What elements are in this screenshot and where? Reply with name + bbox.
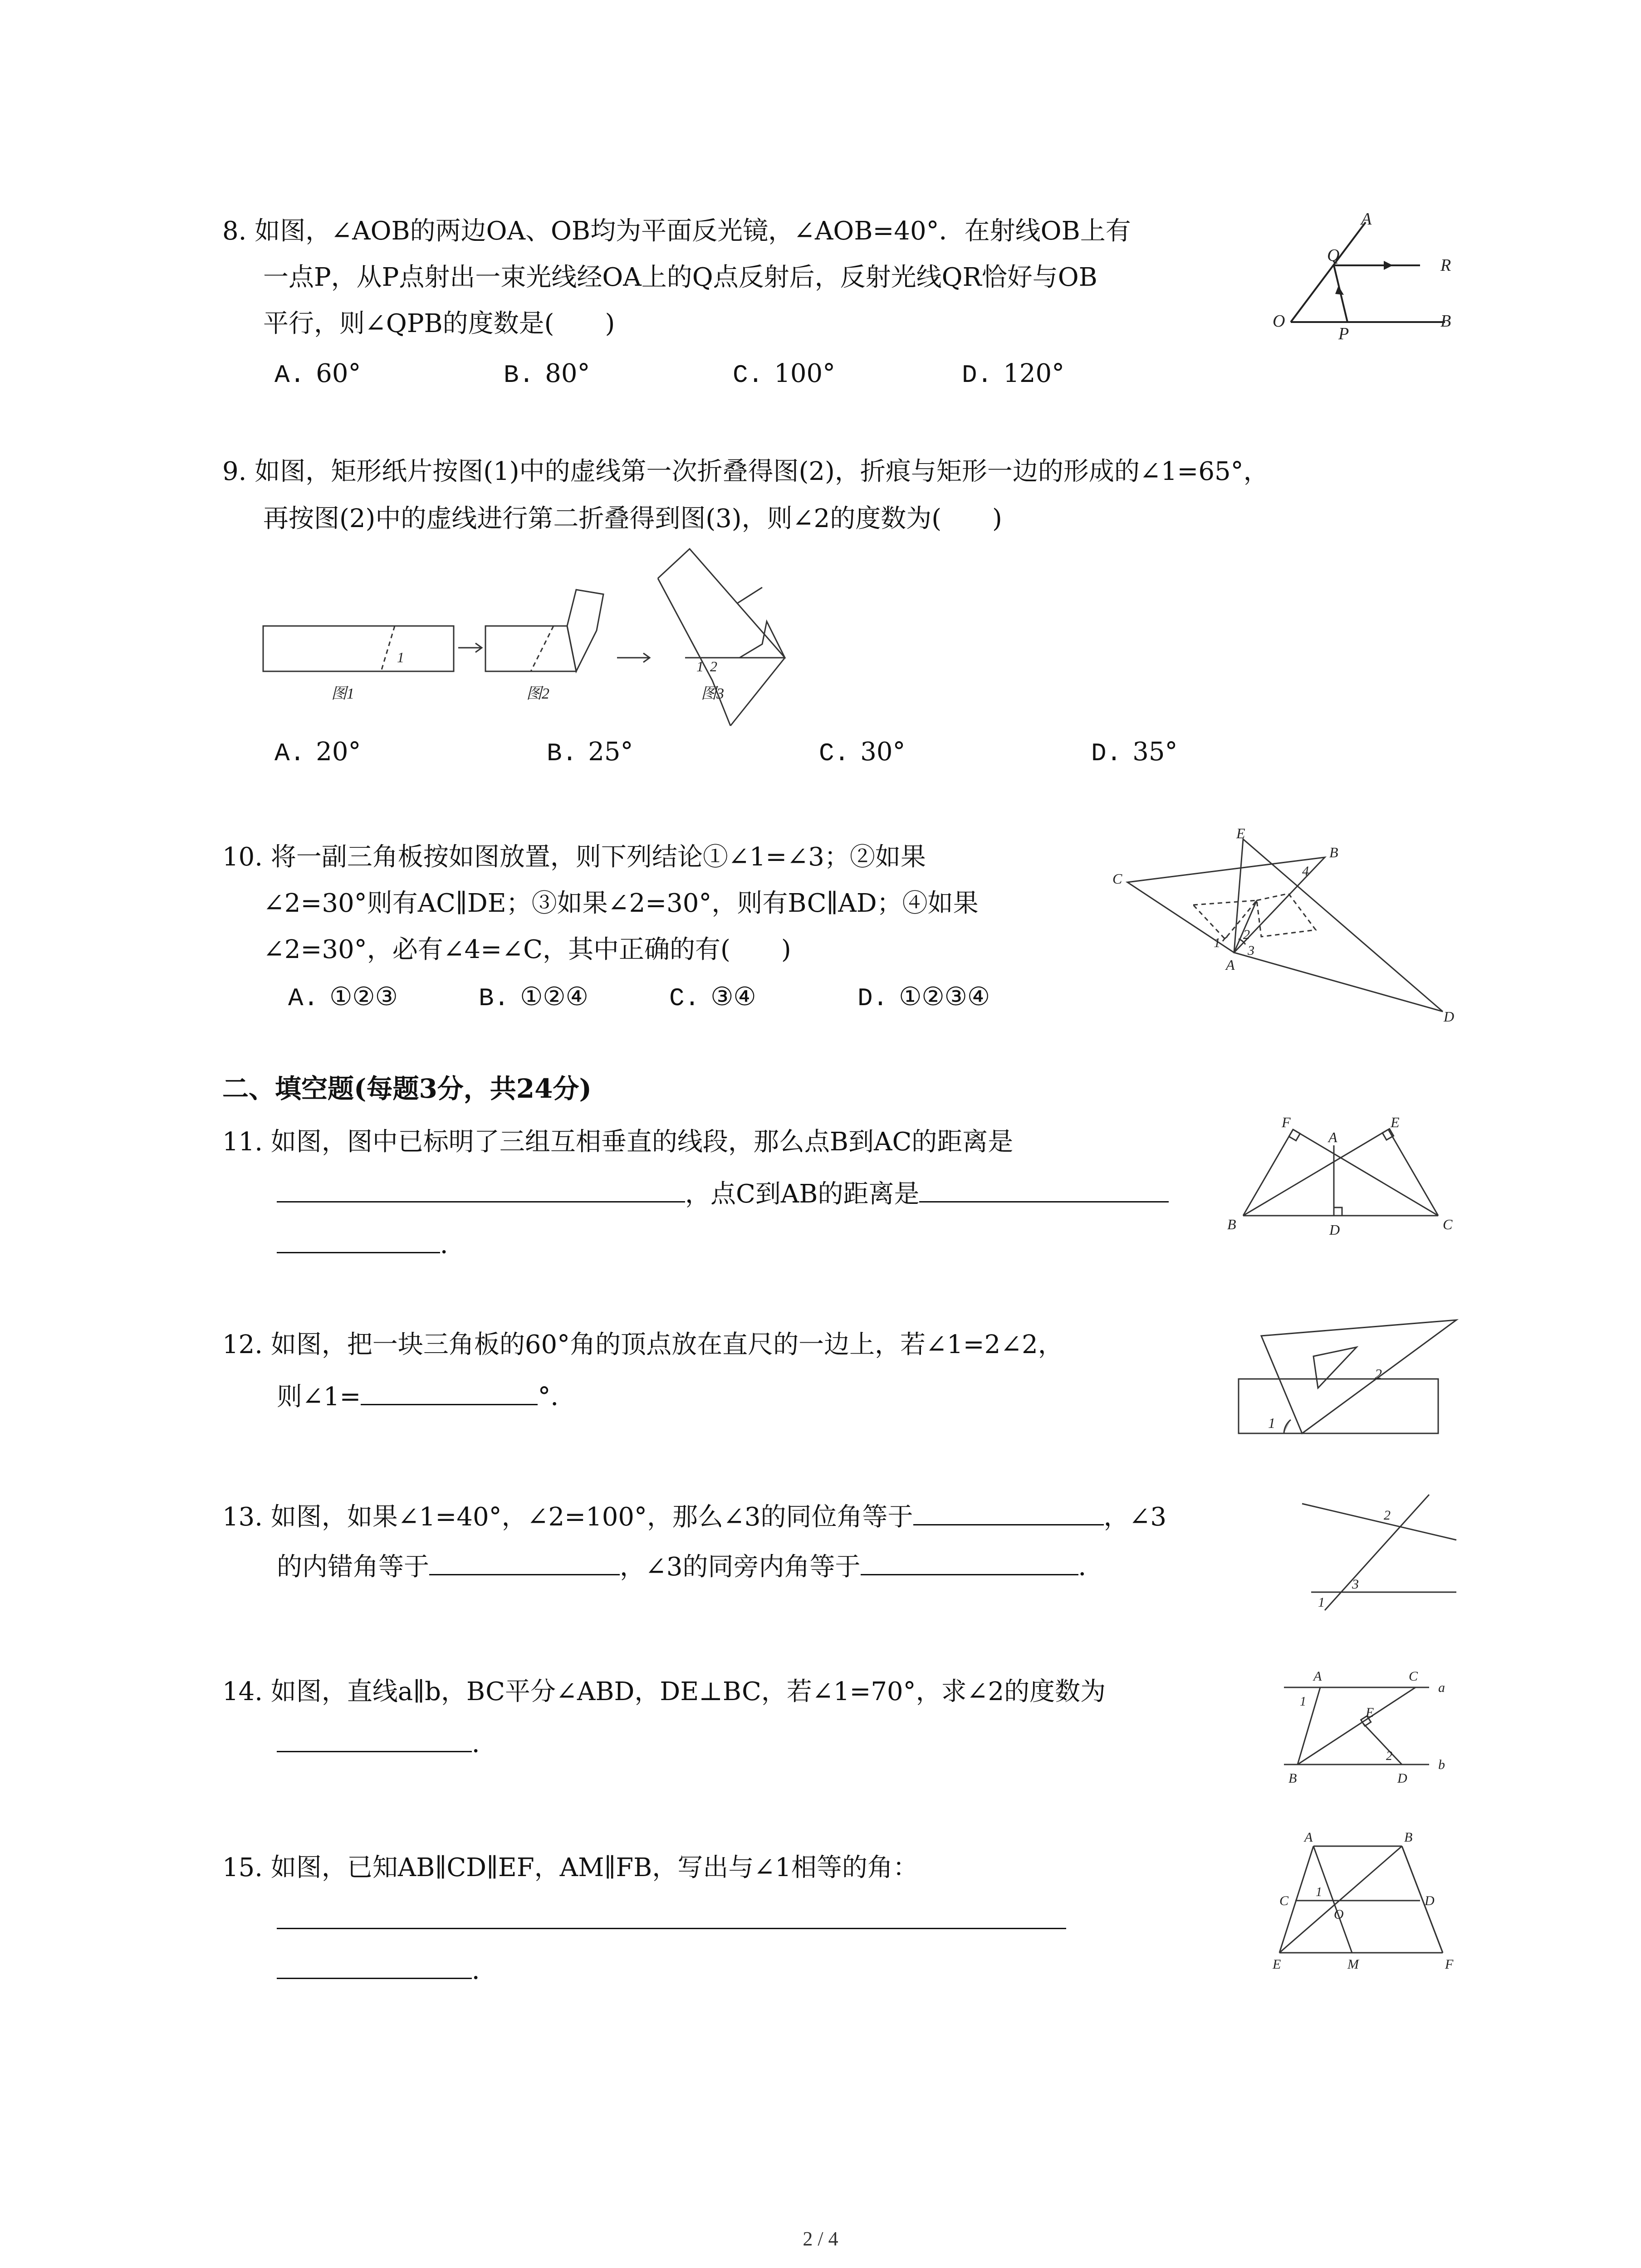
q11-line-3: ．: [277, 1225, 465, 1263]
q11-label-e: E: [1391, 1114, 1400, 1130]
q9-option-a: A. 20°: [274, 737, 361, 768]
q14-label-a: A: [1313, 1669, 1322, 1684]
q8-label-o: O: [1273, 312, 1285, 331]
q15-blank-2[interactable]: [277, 1950, 472, 1979]
q15-blank-1[interactable]: [277, 1901, 1066, 1929]
q11-label-c: C: [1443, 1216, 1453, 1232]
q9-label-fig2: 图2: [526, 685, 549, 702]
q10-label-angle-3: 3: [1248, 943, 1254, 958]
q8-label-q: Q: [1327, 246, 1340, 265]
q11-label-f: F: [1282, 1114, 1291, 1130]
q14-label-b: B: [1288, 1771, 1297, 1786]
q14-label-b-line: b: [1438, 1757, 1445, 1772]
q10-option-d: D. ①②③④: [857, 982, 990, 1013]
q10-option-b: B. ①②④: [479, 982, 588, 1013]
q15-label-m: M: [1347, 1957, 1359, 1972]
q12-line-2: 则∠1= °．: [277, 1377, 576, 1415]
q12-line-1: 12. 如图，把一块三角板的60°角的顶点放在直尺的一边上，若∠1=2∠2，: [222, 1330, 1063, 1359]
q15-figure: [1270, 1828, 1465, 1978]
q15-label-f: F: [1445, 1957, 1454, 1972]
q10-label-a: A: [1226, 957, 1235, 973]
q14-label-e: E: [1366, 1705, 1374, 1720]
q12-label-angle-1: 1: [1268, 1415, 1275, 1431]
q8-label-b: B: [1440, 312, 1451, 331]
q10-line-2: ∠2=30°则有AC∥DE；③如果∠2=30°，则有BC∥AD；④如果: [263, 889, 979, 918]
q10-label-angle-2: 2: [1243, 927, 1250, 942]
q10-option-c: C. ③④: [669, 982, 756, 1013]
q11-label-d: D: [1329, 1222, 1340, 1238]
q11-blank-3[interactable]: [277, 1225, 440, 1253]
q13-label-angle-3: 3: [1352, 1577, 1359, 1592]
q8-line-1: 8. 如图，∠AOB的两边OA、OB均为平面反光镜，∠AOB=40°．在射线OB上有: [222, 216, 1131, 246]
q11-line-2: ，点C到AB的距离是: [277, 1174, 1169, 1212]
q13-label-angle-1: 1: [1318, 1595, 1325, 1610]
q14-figure: [1279, 1660, 1465, 1796]
q9-label-angle-1b: 1: [696, 658, 704, 675]
q8-option-d: D. 120°: [962, 359, 1065, 390]
q13-figure: [1298, 1492, 1461, 1624]
q9-option-c: C. 30°: [819, 737, 906, 768]
q14-label-angle-2: 2: [1386, 1749, 1392, 1763]
q8-option-c: C. 100°: [733, 359, 836, 390]
q15-line-2: [277, 1901, 1066, 1939]
q14-label-c: C: [1409, 1669, 1418, 1684]
q15-label-e: E: [1273, 1957, 1281, 1972]
q11-figure: [1225, 1107, 1461, 1243]
q9-figure: [259, 535, 848, 744]
q11-label-a: A: [1328, 1129, 1337, 1145]
q9-line-2: 再按图(2)中的虚线进行第二折叠得到图(3)，则∠2的度数为( ): [263, 504, 1002, 533]
q13-blank-1[interactable]: [913, 1497, 1104, 1525]
q11-blank-2[interactable]: [919, 1174, 1169, 1202]
page-number: 2 / 4: [803, 2228, 838, 2250]
q13-line-1: 13. 如图，如果∠1=40°，∠2=100°，那么∠3的同位角等于 ，∠3: [222, 1497, 1166, 1535]
q10-line-1: 10. 将一副三角板按如图放置，则下列结论①∠1=∠3；②如果: [222, 842, 926, 872]
q9-label-angle-2: 2: [710, 658, 717, 675]
section-2-title: 二、填空题(每题3分，共24分): [222, 1073, 592, 1104]
q10-label-c: C: [1112, 870, 1122, 887]
q10-figure: [1107, 826, 1461, 1025]
q8-line-2: 一点P，从P点射出一束光线经OA上的Q点反射后，反射光线QR恰好与OB: [263, 263, 1097, 292]
q15-label-a: A: [1304, 1830, 1313, 1845]
q14-line-2: ．: [277, 1724, 497, 1762]
q14-label-angle-1: 1: [1300, 1695, 1306, 1709]
q15-label-b: B: [1404, 1830, 1413, 1845]
q14-blank-1[interactable]: [277, 1724, 472, 1752]
q9-label-angle-1: 1: [397, 649, 404, 665]
q8-figure: [1270, 213, 1461, 340]
q10-label-angle-4: 4: [1302, 864, 1309, 879]
q8-option-b: B. 80°: [504, 359, 590, 390]
q15-label-c: C: [1279, 1893, 1289, 1908]
q10-line-3: ∠2=30°，必有∠4=∠C，其中正确的有( ): [263, 935, 791, 964]
q11-blank-1[interactable]: [277, 1174, 685, 1202]
q9-label-fig3: 图3: [701, 685, 724, 702]
q13-label-angle-2: 2: [1384, 1508, 1391, 1523]
q15-label-o: O: [1334, 1907, 1344, 1922]
q12-label-angle-2: 2: [1375, 1366, 1382, 1382]
q15-label-d: D: [1425, 1893, 1435, 1908]
q10-label-b: B: [1329, 844, 1338, 860]
q10-label-d: D: [1444, 1008, 1455, 1025]
q9-option-b: B. 25°: [547, 737, 633, 768]
q8-option-a: A. 60°: [274, 359, 361, 390]
q10-label-angle-1: 1: [1214, 935, 1220, 950]
q8-label-p: P: [1338, 324, 1349, 340]
q14-line-1: 14. 如图，直线a∥b，BC平分∠ABD，DE⊥BC，若∠1=70°，求∠2的度数为: [222, 1677, 1106, 1706]
q8-label-r: R: [1440, 256, 1451, 275]
q14-label-a-line: a: [1438, 1680, 1445, 1695]
q8-line-3: 平行，则∠QPB的度数是( ): [263, 309, 615, 338]
q15-label-angle-1: 1: [1316, 1885, 1322, 1899]
q12-blank-1[interactable]: [361, 1377, 538, 1405]
q15-line-3: ．: [277, 1950, 497, 1989]
q13-line-2: 的内错角等于 ，∠3的同旁内角等于 ．: [277, 1547, 1104, 1585]
q12-figure: [1234, 1311, 1465, 1447]
q10-option-a: A. ①②③: [288, 982, 398, 1013]
q11-label-b: B: [1227, 1216, 1236, 1232]
q8-label-a: A: [1361, 213, 1372, 229]
q9-label-fig1: 图1: [331, 685, 354, 702]
q9-option-d: D. 35°: [1091, 737, 1178, 768]
q10-label-e: E: [1236, 826, 1245, 841]
q13-blank-3[interactable]: [861, 1547, 1078, 1575]
q9-line-1: 9. 如图，矩形纸片按图(1)中的虚线第一次折叠得图(2)，折痕与矩形一边的形成的∠1=65°，: [222, 457, 1269, 486]
q11-line-1: 11. 如图，图中已标明了三组互相垂直的线段，那么点B到AC的距离是: [222, 1127, 1014, 1157]
q13-blank-2[interactable]: [429, 1547, 620, 1575]
q14-label-d: D: [1397, 1771, 1407, 1786]
q15-line-1: 15. 如图，已知AB∥CD∥EF，AM∥FB，写出与∠1相等的角：: [222, 1853, 918, 1882]
